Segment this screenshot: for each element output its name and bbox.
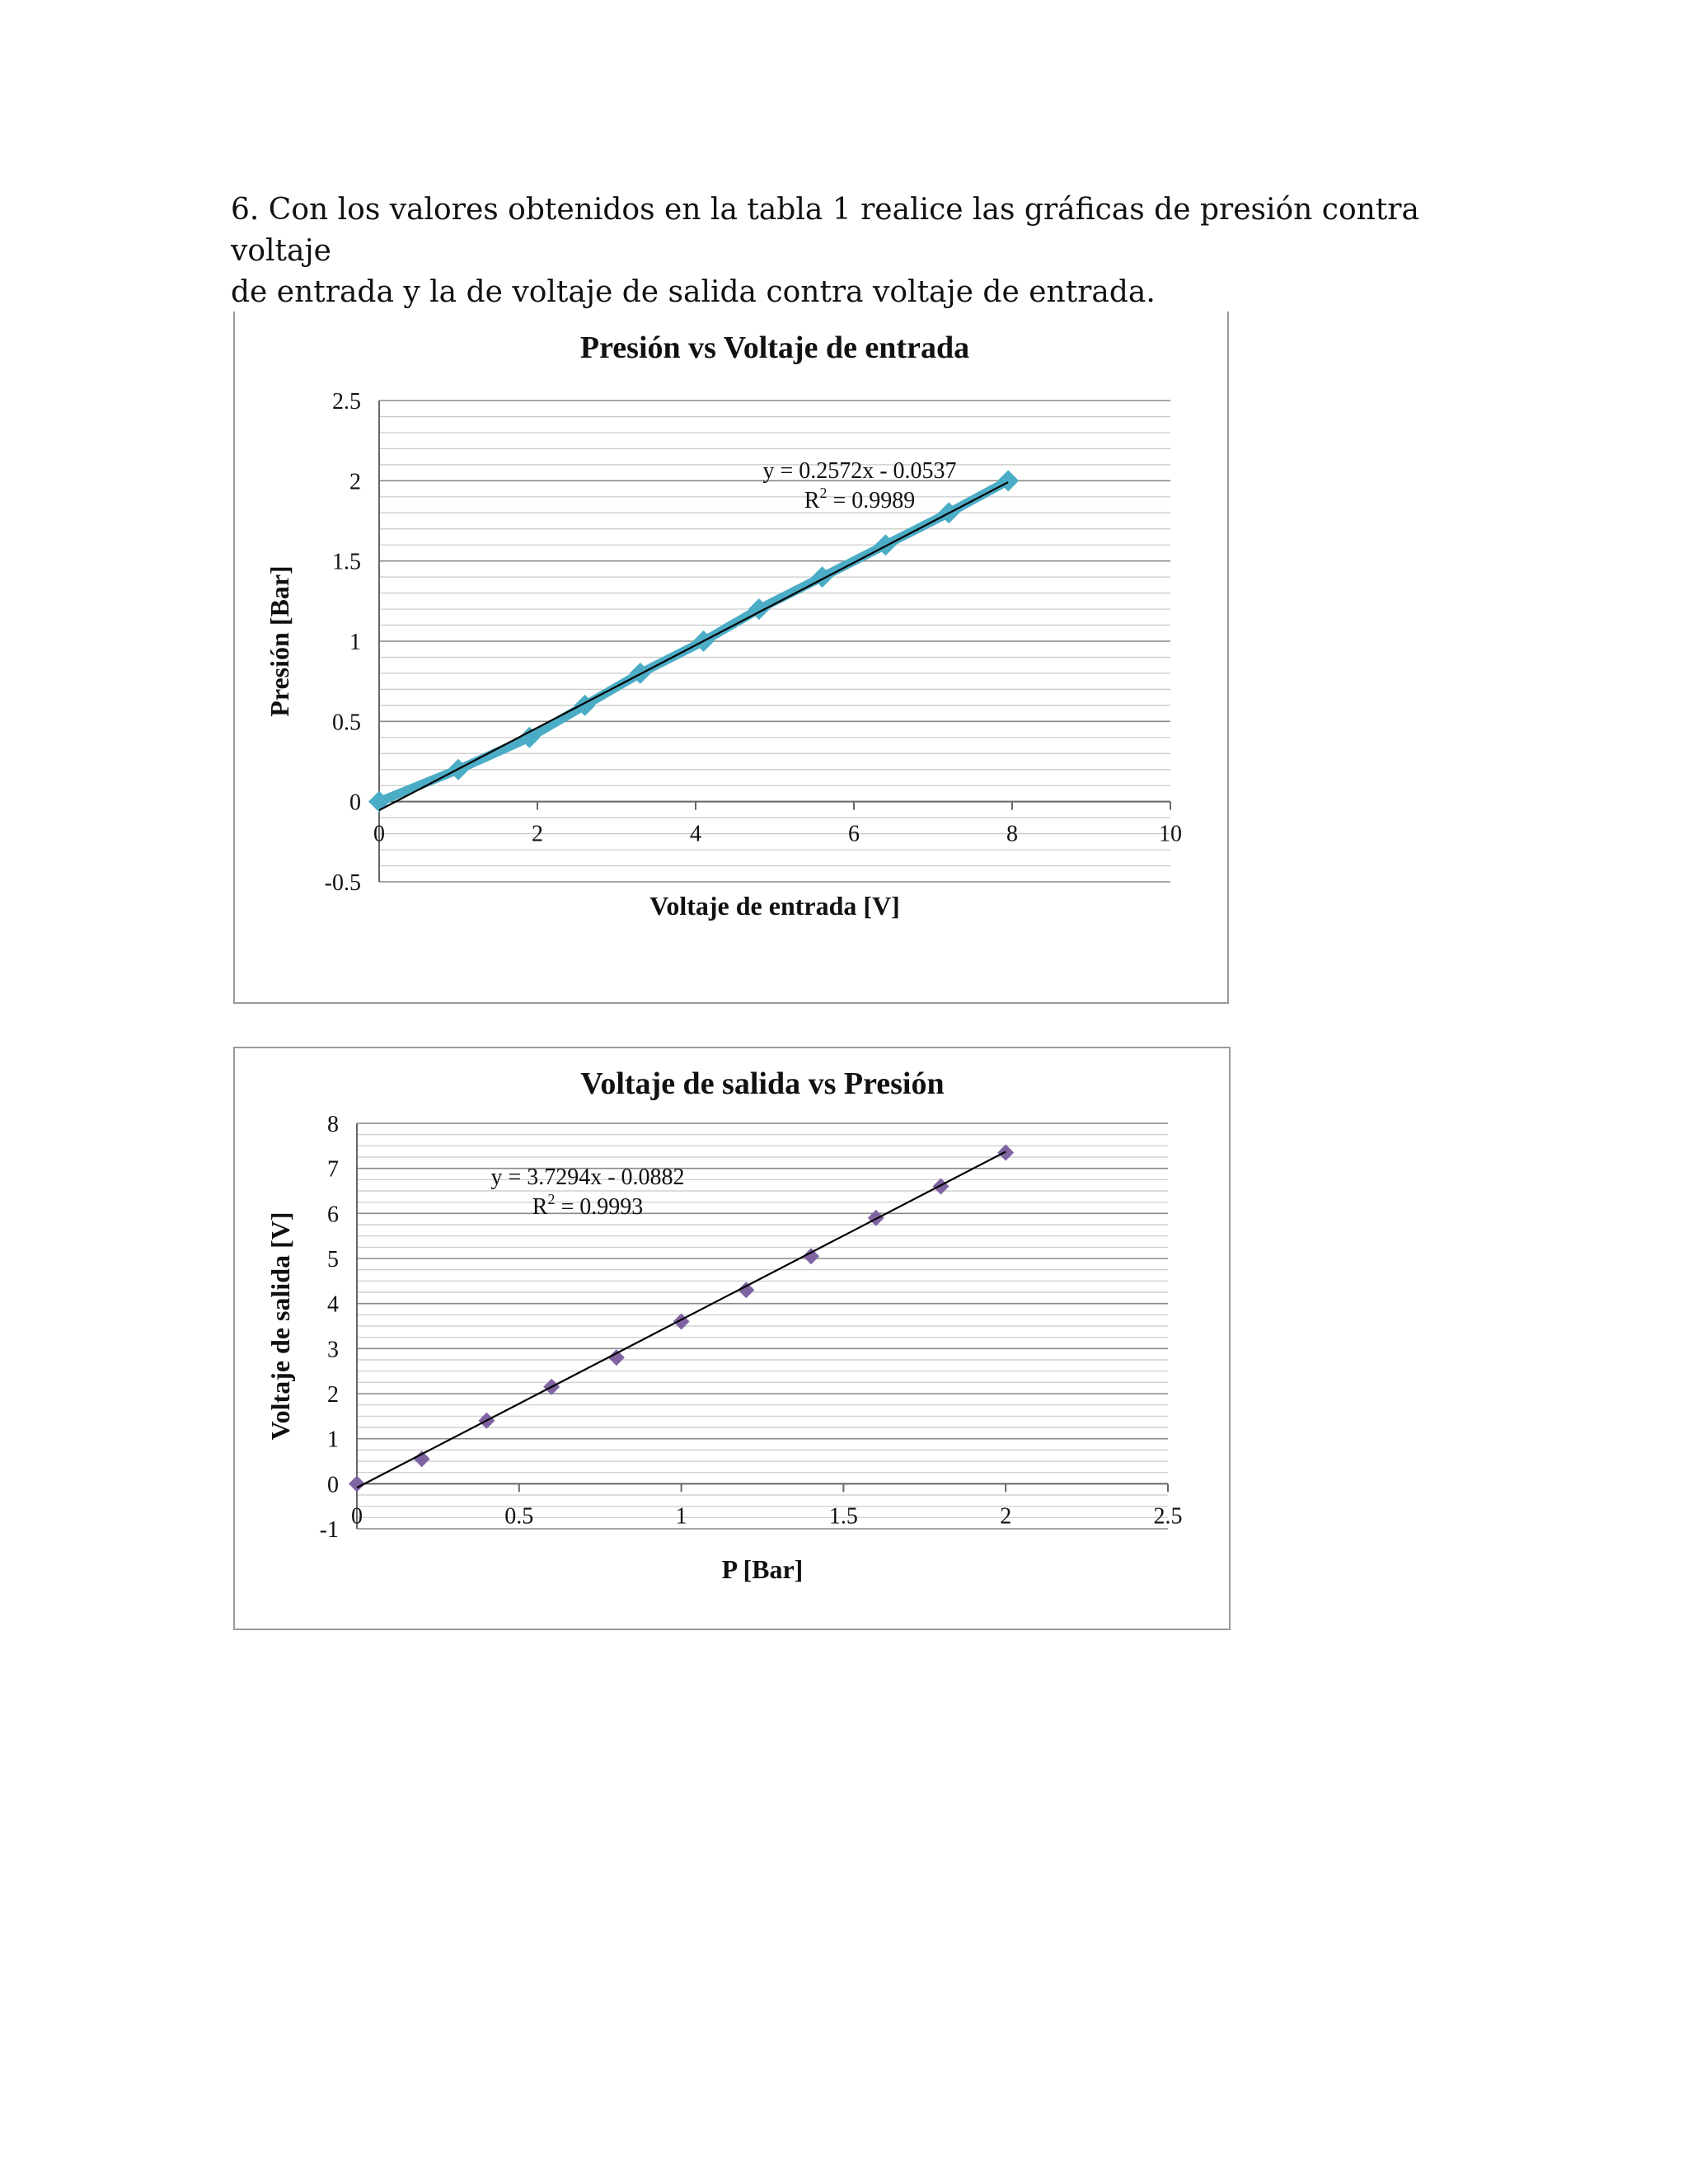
y-tick-label: 0 bbox=[327, 1472, 339, 1498]
y-tick-label: 0 bbox=[349, 790, 361, 816]
x-tick-label: 10 bbox=[1159, 821, 1182, 847]
x-tick-label: 1.5 bbox=[828, 1503, 858, 1530]
trendline-r-squared: $R^2 = 0.9993$ bbox=[532, 1191, 644, 1220]
x-tick-label: 8 bbox=[1006, 821, 1018, 847]
x-tick-label: 2.5 bbox=[1153, 1503, 1183, 1530]
chart-1-svg bbox=[235, 312, 1231, 1004]
y-tick-label: 7 bbox=[327, 1156, 339, 1183]
trendline-equation: y = 3.7294x - 0.0882 bbox=[490, 1165, 685, 1190]
instruction-line-2: de entrada y la de voltaje de salida contra voltaje de entrada. bbox=[231, 275, 1156, 309]
x-axis-label: Voltaje de entrada [V] bbox=[649, 891, 900, 921]
y-tick-label: 1.5 bbox=[332, 549, 361, 575]
y-tick-label: 3 bbox=[327, 1337, 339, 1363]
y-tick-label: 1 bbox=[349, 630, 361, 655]
trendline-r-squared: $R^2 = 0.9989$ bbox=[804, 485, 916, 513]
y-tick-label: 2.5 bbox=[332, 389, 361, 415]
y-tick-label: 4 bbox=[327, 1291, 339, 1318]
y-tick-label: 2 bbox=[327, 1382, 339, 1408]
y-tick-label: 0.5 bbox=[332, 710, 361, 736]
y-tick-label: 2 bbox=[349, 469, 361, 495]
x-axis-label: P [Bar] bbox=[721, 1554, 804, 1584]
x-tick-label: 2 bbox=[1000, 1503, 1012, 1530]
x-tick-label: 1 bbox=[675, 1503, 687, 1530]
data-point-marker bbox=[608, 1349, 625, 1366]
instruction-line-1: 6. Con los valores obtenidos en la tabla 1 realice las gráficas de presión contra voltaje bbox=[231, 193, 1419, 268]
chart-presion-vs-voltaje bbox=[233, 312, 1229, 1004]
x-tick-label: 0 bbox=[351, 1503, 363, 1530]
chart-title: Voltaje de salida vs Presión bbox=[580, 1066, 945, 1101]
x-tick-label: 0.5 bbox=[504, 1503, 534, 1530]
trendline bbox=[379, 482, 1008, 810]
y-tick-label: 1 bbox=[327, 1427, 339, 1453]
trendline-equation: y = 0.2572x - 0.0537 bbox=[762, 458, 957, 484]
y-tick-label: -1 bbox=[319, 1517, 339, 1543]
chart-voltaje-vs-presion bbox=[233, 1047, 1231, 1630]
data-point-marker bbox=[932, 1179, 949, 1195]
y-tick-label: 8 bbox=[327, 1112, 339, 1137]
x-tick-label: 2 bbox=[532, 821, 543, 847]
x-tick-label: 4 bbox=[690, 821, 701, 847]
y-axis-label: Presión [Bar] bbox=[265, 565, 294, 717]
chart-title: Presión vs Voltaje de entrada bbox=[579, 330, 970, 365]
y-tick-label: 5 bbox=[327, 1247, 339, 1272]
x-tick-label: 6 bbox=[848, 821, 860, 847]
y-tick-label: -0.5 bbox=[324, 870, 361, 896]
y-tick-label: 6 bbox=[327, 1202, 339, 1228]
y-axis-label: Voltaje de salida [V] bbox=[265, 1212, 295, 1441]
x-tick-label: 0 bbox=[373, 821, 385, 847]
instruction-text bbox=[231, 190, 1467, 313]
chart-2-svg bbox=[235, 1048, 1232, 1632]
